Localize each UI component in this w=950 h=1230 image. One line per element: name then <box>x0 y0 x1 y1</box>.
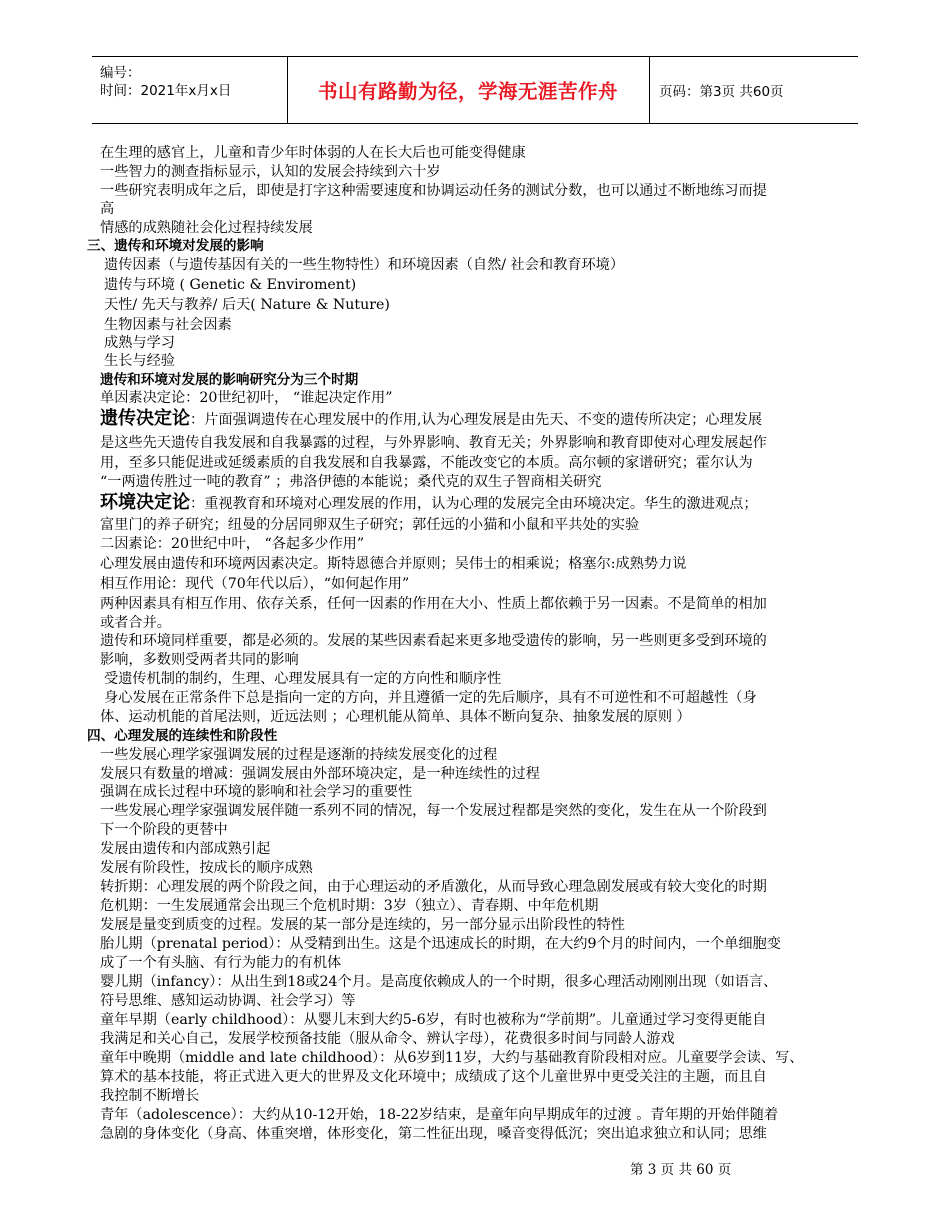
text-line: 转折期：心理发展的两个阶段之间，由于心理运动的矛盾激化，从而导致心理急剧发展或有较大变化的时期 <box>100 879 767 895</box>
genetic-determinism-text: ：片面强调遗传在心理发展中的作用,认为心理发展是由先天、不变的遗传所决定；心理发展 <box>190 412 763 428</box>
genetic-determinism-term: 遗传决定论 <box>100 408 190 429</box>
text-line: 两种因素具有相互作用、依存关系，任何一因素的作用在大小、性质上都依赖于另一因素。不是简单的相加 <box>100 596 767 612</box>
document-number-label: 编号： <box>100 65 141 81</box>
text-line: 身心发展在正常条件下总是指向一定的方向，并且遵循一定的先后顺序，具有不可逆性和不可超越性（身 <box>104 690 757 706</box>
text-line: 生物因素与社会因素 <box>104 317 232 333</box>
text-line: 急剧的身体变化（身高、体重突增，体形变化，第二性征出现，嗓音变得低沉；突出追求独立和认同；思维 <box>100 1126 767 1142</box>
text-line: 一些智力的测查指标显示，认知的发展会持续到六十岁 <box>100 164 441 180</box>
text-line: 发展有阶段性，按成长的顺序成熟 <box>100 860 313 876</box>
environmental-determinism-line <box>100 494 758 513</box>
text-line: 体、运动机能的首尾法则，近远法则 ；心理机能从简单、具体不断向复杂、抽象发展的原则 ） <box>100 709 691 725</box>
text-line: 我满足和关心自己，发展学校预备技能（服从命令、辨认字母），花费很多时间与同龄人游戏 <box>100 1031 675 1047</box>
text-line: 强调在成长过程中环境的影响和社会学习的重要性 <box>100 784 413 800</box>
text-line: 发展只有数量的增减：强调发展由外部环境决定，是一种连续性的过程 <box>100 766 540 782</box>
text-line: 情感的成熟随社会化过程持续发展 <box>100 220 313 236</box>
text-line: 下一个阶段的更替中 <box>100 822 228 838</box>
text-line: 童年早期（early childhood）：从婴儿末到大约5-6岁，有时也被称为“学前期”。儿童通过学习变得更能自 <box>100 1012 767 1028</box>
text-line: 二因素论：20世纪中叶， “各起多少作用” <box>100 536 365 552</box>
text-line: 童年中晚期（middle and late childhood）：从6岁到11岁，大约与基础教育阶段相对应。儿童要学会读、写、 <box>100 1050 804 1066</box>
text-line: 发展由遗传和内部成熟引起 <box>100 841 271 857</box>
text-line: 影响，多数则受两者共同的影响 <box>100 652 299 668</box>
genetic-determinism-line <box>100 410 762 429</box>
text-line: 遗传因素（与遗传基因有关的一些生物特性）和环境因素（自然/ 社会和教育环境） <box>104 257 625 273</box>
text-line: 遗传与环境 ( Genetic & Enviroment) <box>104 277 357 293</box>
text-line: 胎儿期（prenatal period）：从受精到出生。这是个迅速成长的时期，在大约9个月的时间内，一个单细胞变 <box>100 936 781 952</box>
text-line: 符号思维、感知运动协调、社会学习）等 <box>100 993 356 1009</box>
text-line: 在生理的感官上，儿童和青少年时体弱的人在长大后也可能变得健康 <box>100 145 526 161</box>
text-line: 算术的基本技能，将正式进入更大的世界及文化环境中；成绩成了这个儿童世界中更受关注的主题，而且自 <box>100 1069 767 1085</box>
section-heading-3: 三、遗传和环境对发展的影响 <box>87 238 264 254</box>
document-time-label: 时间：2021年x月x日 <box>100 83 232 99</box>
text-line: 我控制不断增长 <box>100 1088 200 1104</box>
text-line: 生长与经验 <box>104 353 175 369</box>
header-motto: 书山有路勤为径，学海无涯苦作舟 <box>287 57 650 123</box>
text-line: 或者合并。 <box>100 615 171 631</box>
header-meta-cell <box>92 57 288 123</box>
text-line: 一些发展心理学家强调发展的过程是逐渐的持续发展变化的过程 <box>100 747 498 763</box>
text-line: 是这些先天遗传自我发展和自我暴露的过程，与外界影响、教育无关；外界影响和教育即使对心理发展起作 <box>100 435 767 451</box>
text-line: 成熟与学习 <box>104 335 175 351</box>
text-line: 危机期：一生发展通常会出现三个危机时期：3岁（独立）、青春期、中年危机期 <box>100 898 599 914</box>
text-line: 发展是量变到质变的过程。发展的某一部分是连续的，另一部分显示出阶段性的特性 <box>100 917 625 933</box>
text-line: 青年（adolescence）：大约从10-12开始，18-22岁结束，是童年向早期成年的过渡 。青年期的开始伴随着 <box>100 1107 779 1123</box>
page-header <box>92 56 858 124</box>
environmental-determinism-text: ：重视教育和环境对心理发展的作用，认为心理的发展完全由环境决定。华生的激进观点； <box>190 496 758 512</box>
environmental-determinism-term: 环境决定论 <box>100 492 190 513</box>
text-line: 天性/ 先天与教养/ 后天( Nature & Nuture) <box>104 297 390 313</box>
text-line: 用，至多只能促进或延缓素质的自我发展和自我暴露，不能改变它的本质。高尔顿的家谱研究；霍尔认为 <box>100 455 753 471</box>
text-line: 一些研究表明成年之后，即使是打字这种需要速度和协调运动任务的测试分数，也可以通过不断地练习而提 <box>100 183 767 199</box>
text-line: 高 <box>100 201 115 217</box>
text-line: 单因素决定论：20世纪初叶， “谁起决定作用” <box>100 390 393 406</box>
text-line: 相互作用论：现代（70年代以后），“如何起作用” <box>100 576 410 592</box>
text-line: 遗传和环境同样重要，都是必须的。发展的某些因素看起来更多地受遗传的影响，另一些则更多受到环境的 <box>100 633 767 649</box>
text-line: 受遗传机制的制约，生理、心理发展具有一定的方向性和顺序性 <box>104 671 502 687</box>
text-line: 富里门的养子研究；纽曼的分居同卵双生子研究；郭任远的小猫和小鼠和平共处的实验 <box>100 517 640 533</box>
text-line: 心理发展由遗传和环境两因素决定。斯特恩德合并原则；吴伟士的相乘说；格塞尔:成熟势力说 <box>100 556 687 572</box>
text-line: 成了一个有头脑、有行为能力的有机体 <box>100 955 342 971</box>
header-page-info: 页码：第3页 共60页 <box>659 84 784 100</box>
text-line: 一些发展心理学家强调发展伴随一系列不同的情况，每一个发展过程都是突然的变化，发生在从一个阶段到 <box>100 803 767 819</box>
text-line: “一两遗传胜过一吨的教育” ；弗洛伊德的本能说；桑代克的双生子智商相关研究 <box>100 474 602 490</box>
subsection-heading: 遗传和环境对发展的影响研究分为三个时期 <box>100 372 359 388</box>
page-footer: 第 3 页 共 60 页 <box>630 1162 732 1178</box>
section-heading-4: 四、心理发展的连续性和阶段性 <box>87 728 278 744</box>
text-line: 婴儿期（infancy）：从出生到18或24个月。是高度依赖成人的一个时期，很多心理活动刚刚出现（如语言、 <box>100 974 778 990</box>
